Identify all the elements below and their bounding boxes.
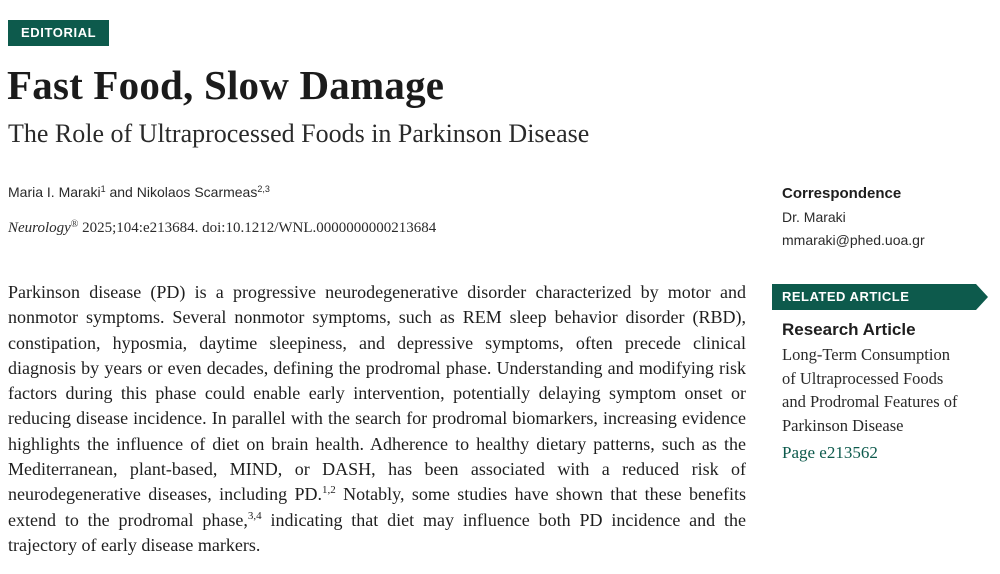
related-article-title[interactable] <box>782 343 992 437</box>
registered-mark: ® <box>70 219 79 230</box>
correspondence-name: Dr. Maraki <box>782 209 846 225</box>
correspondence-email[interactable]: mmaraki@phed.uoa.gr <box>782 232 925 248</box>
body-paragraph <box>8 280 746 558</box>
citation-line <box>8 220 436 237</box>
related-title-line: and Prodromal Features of <box>782 392 958 411</box>
related-title-line: of Ultraprocessed Foods <box>782 368 944 388</box>
author-link[interactable]: Nikolaos Scarmeas <box>136 184 258 200</box>
reference-link[interactable]: 3,4 <box>247 509 262 522</box>
affiliation-ref[interactable]: 2,3 <box>257 184 270 194</box>
related-title-line: Parkinson Disease <box>782 415 904 435</box>
article-subtitle: The Role of Ultraprocessed Foods in Parkinson Disease <box>8 119 590 148</box>
author-joiner: and <box>105 184 137 200</box>
article-title: Fast Food, Slow Damage <box>7 62 445 108</box>
related-title-line: Long-Term Consumption <box>782 345 950 364</box>
related-article-type: Research Article <box>782 320 916 339</box>
related-page-link[interactable]: Page e213562 <box>782 443 878 462</box>
author-link[interactable]: Maria I. Maraki <box>8 184 101 200</box>
body-text-part: Notably, some studies have shown that these benefits extend to the prodromal phase, <box>8 484 746 530</box>
journal-name: Neurology <box>8 220 71 236</box>
body-text-part: Parkinson disease (PD) is a progressive neurodegenerative disorder characterized by motor and nonmotor symptoms. Several nonmotor symptoms, such as REM sleep behavior disorder (RBD), constipation, hyposmia, daytime sleepiness, and depressive symptoms, often precede clinical diagnosis by years or even decades, defining the prodromal phase. Understanding and modifying risk factors during this phase could enable early intervention, potentially delaying symptom onset or reducing disease incidence. In parallel with the search for prodromal biomarkers, increasing evidence highlights the influence of diet on brain health. Adherence to healthy dietary patterns, such as the Mediterranean, plant-based, MIND, or DASH, has been associated with a reduced risk of neurodegenerative diseases, including PD. <box>8 282 746 505</box>
affiliation-ref[interactable]: 1 <box>100 184 106 194</box>
related-article-label: RELATED ARTICLE <box>782 289 910 304</box>
editorial-badge: EDITORIAL <box>8 20 109 46</box>
author-line <box>8 184 270 200</box>
related-article-bar <box>772 284 988 310</box>
body-text-part: indicating that diet may influence both PD incidence and the trajectory of early disease markers. <box>8 509 747 555</box>
reference-link[interactable]: 1,2 <box>322 484 336 497</box>
citation-details[interactable]: 2025;104:e213684. doi:10.1212/WNL.0000000000213684 <box>78 220 437 236</box>
correspondence-heading: Correspondence <box>782 185 902 202</box>
